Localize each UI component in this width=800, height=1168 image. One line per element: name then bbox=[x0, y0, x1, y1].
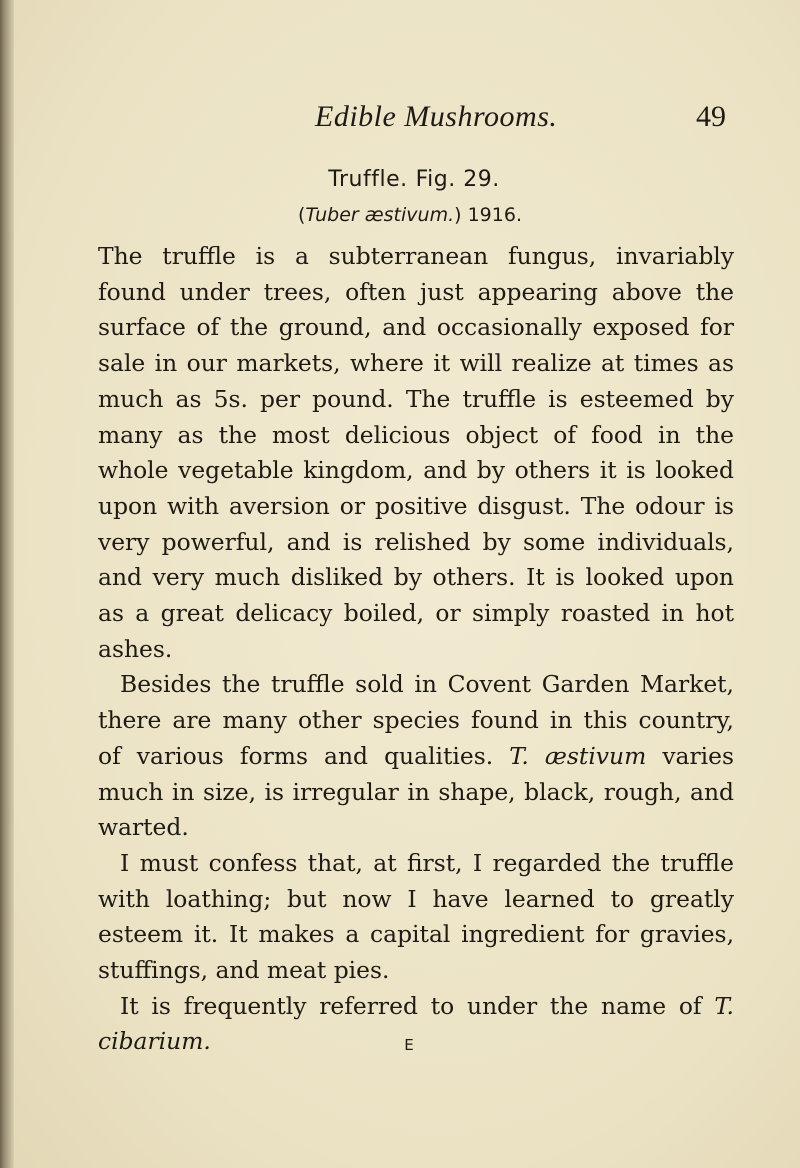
paragraph-2-part-b: varies much in size, is irregular in shape, black, rough, and warted. bbox=[98, 741, 735, 842]
paragraph-2-part-a: Besides the truffle sold in Covent Garden Market, there are many other species found in this country, of various forms and qualities. bbox=[98, 670, 734, 770]
heading-figure: Fig. 29. bbox=[415, 167, 500, 192]
body-text bbox=[98, 239, 734, 1060]
section-subheading bbox=[0, 204, 800, 226]
section-heading bbox=[0, 167, 800, 192]
subheading-year: 1916. bbox=[467, 204, 522, 226]
paragraph-3: I must confess that, at first, I regarded the truffle with loathing; but now I have learned to greatly esteem it. It makes a capital ingredient for gravies, stuffings, and meat pies. bbox=[98, 848, 734, 985]
paragraph-2 bbox=[98, 667, 734, 846]
page-number: 49 bbox=[696, 100, 726, 133]
paragraph-4-part-a: It is frequently referred to under the name of bbox=[120, 991, 702, 1020]
subheading-open-paren: ( bbox=[297, 204, 306, 226]
paragraph-4-species: T. cibarium. bbox=[98, 991, 734, 1056]
subheading-close-paren: ) bbox=[454, 204, 462, 226]
paragraph-1: The truffle is a subterranean fungus, invariably found under trees, often just appearing above the surface of the ground, and occasionally exposed for sale in our markets, where it will realize at times as much as 5s. per pound. The truffle is esteemed by many as the most delicious object of food in the whole vegetable kingdom, and by others it is looked upon with aversion or positive disgust. The odour is very powerful, and is relished by some individuals, and very much disliked by others. It is looked upon as a great delicacy boiled, or simply roasted in hot ashes. bbox=[98, 242, 734, 663]
subheading-species: Tuber æstivum. bbox=[305, 204, 455, 226]
paragraph-2-species: T. æstivum bbox=[509, 741, 647, 770]
running-head bbox=[0, 100, 800, 140]
heading-name: Truffle. bbox=[328, 167, 408, 192]
running-title: Edible Mushrooms. bbox=[315, 100, 558, 133]
signature-mark: E bbox=[404, 1036, 414, 1054]
